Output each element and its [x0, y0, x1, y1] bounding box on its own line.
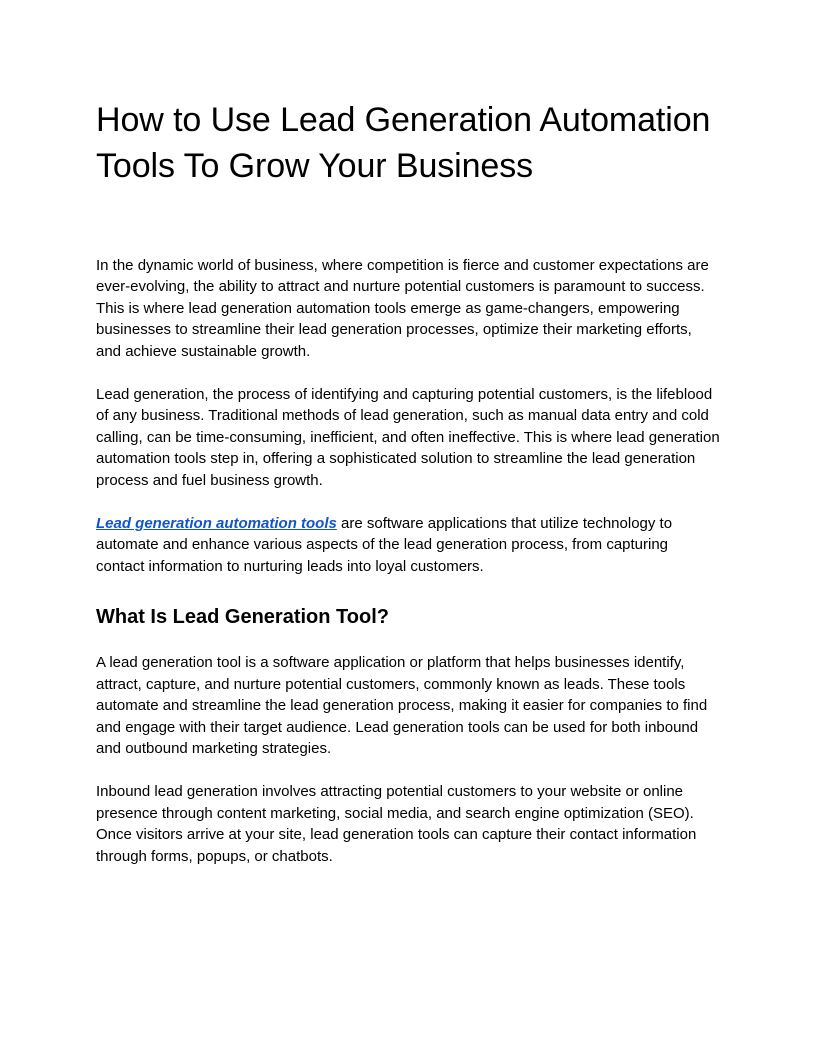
automation-tools-paragraph [96, 513, 720, 577]
document-page [96, 96, 720, 867]
inbound-paragraph: Inbound lead generation involves attracting potential customers to your website or online presence through content marketing, social media, and search engine optimization (SEO). Once visitors arrive at your site, lead generation tools can capture their contact information through forms, popups, or chatbots. [96, 783, 697, 865]
automation-tools-paragraph-text: are software applications that utilize technology to automate and enhance various aspects of the lead generation process, from capturing contact information to nurturing leads into loyal customers. [96, 515, 673, 575]
lead-generation-tools-link[interactable]: Lead generation automation tools [96, 515, 337, 533]
intro-paragraph: In the dynamic world of business, where competition is fierce and customer expectations are ever-evolving, the ability to attract and nurture potential customers is paramount to success. This is where lead generation automation tools emerge as game-changers, empowering businesses to streamline their lead generation processes, optimize their marketing efforts, and achieve sustainable growth. [96, 257, 709, 360]
document-title: How to Use Lead Generation Automation Tools To Grow Your Business [96, 101, 711, 185]
section-heading: What Is Lead Generation Tool? [96, 606, 389, 629]
lead-generation-paragraph: Lead generation, the process of identifying and capturing potential customers, is the lifeblood of any business. Traditional methods of lead generation, such as manual data entry and cold calling, can be time-consuming, inefficient, and often ineffective. This is where lead generation automation tools step in, offering a sophisticated solution to streamline the lead generation process and fuel business growth. [96, 386, 720, 489]
tool-definition-paragraph: A lead generation tool is a software application or platform that helps businesses identify, attract, capture, and nurture potential customers, commonly known as leads. These tools automate and streamline the lead generation process, making it easier for companies to find and engage with their target audience. Lead generation tools can be used for both inbound and outbound marketing strategies. [96, 654, 708, 757]
